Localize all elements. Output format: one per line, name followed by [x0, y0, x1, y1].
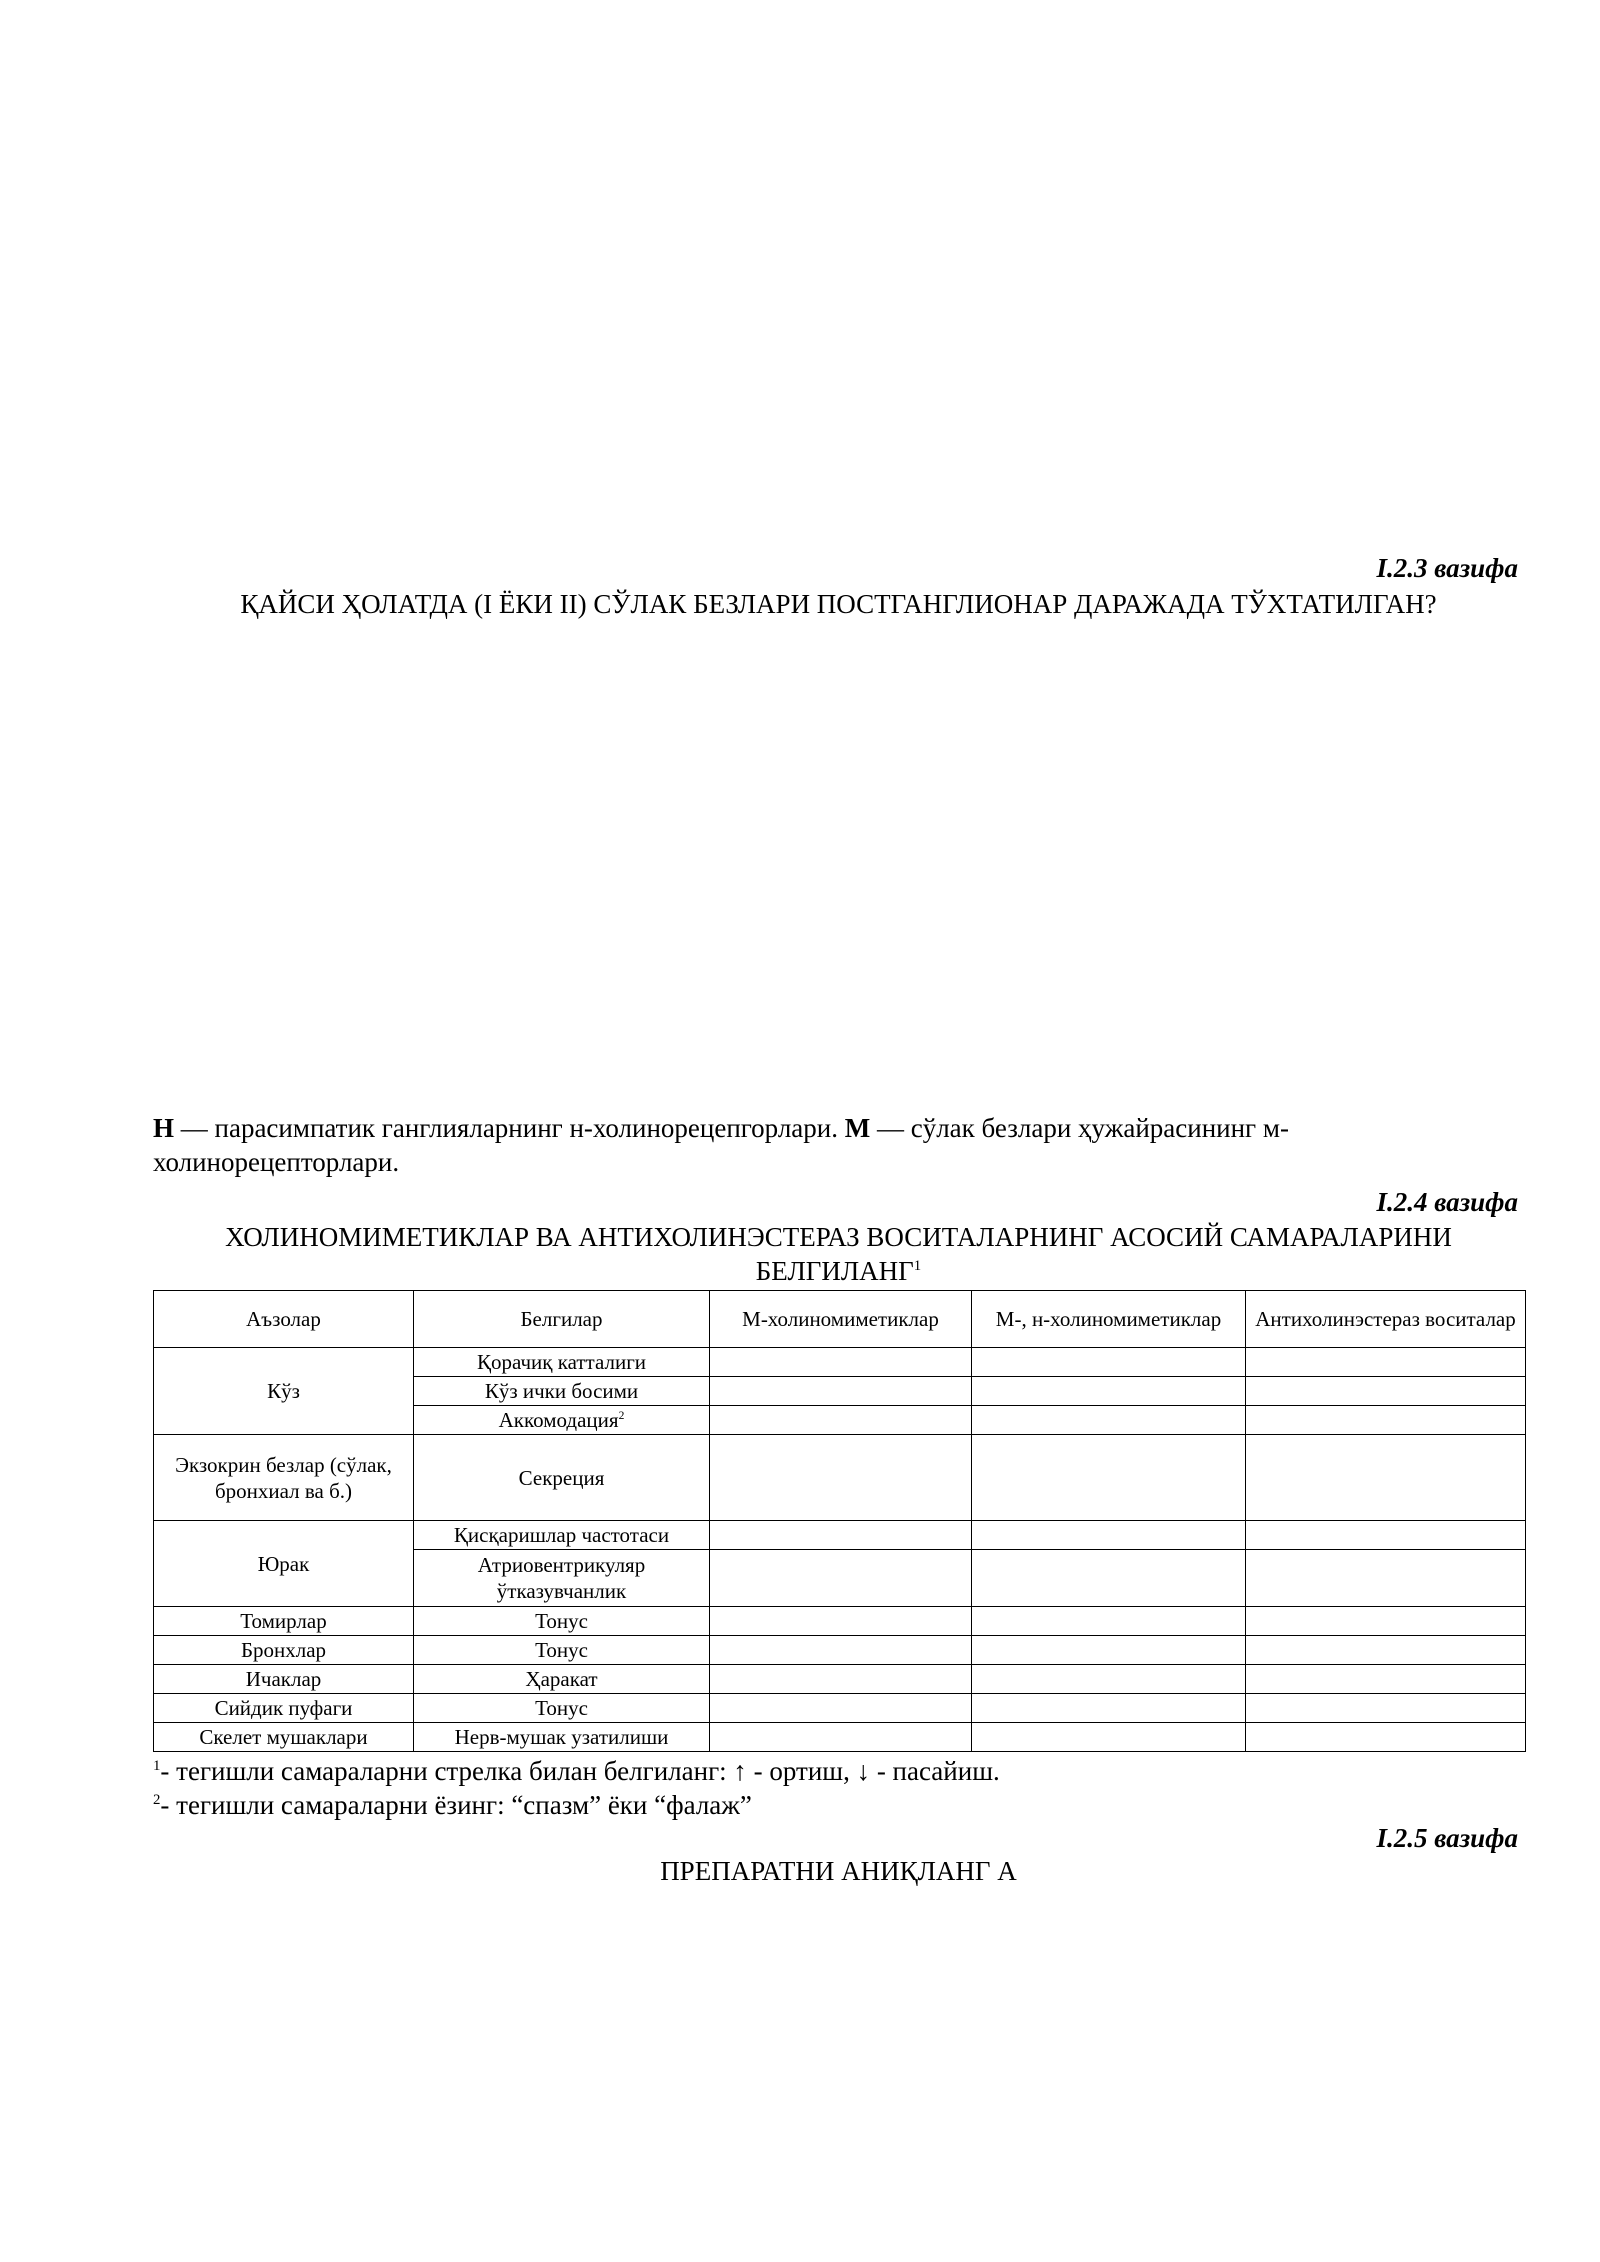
answer-cell[interactable]	[1246, 1377, 1526, 1406]
table-row	[154, 1723, 1526, 1752]
answer-paragraph	[153, 1111, 1524, 1179]
sign-cell: Секреция	[414, 1435, 710, 1521]
footnote-1-text: - тегишли самараларни стрелка билан белгиланг: ↑ - ортиш, ↓ - пасайиш.	[160, 1756, 1000, 1786]
task-1-2-5-title: ПРЕПАРАТНИ АНИҚЛАНГ А	[660, 1856, 1017, 1886]
answer-cell[interactable]	[1246, 1665, 1526, 1694]
table-row	[154, 1435, 1526, 1521]
task-label-1-2-3: I.2.3 вазифа	[1376, 553, 1518, 583]
footnote-2-mark: 2	[153, 1792, 161, 1808]
sign-cell: Қисқаришлар частотаси	[414, 1521, 710, 1550]
sign-cell: Ҳаракат	[414, 1665, 710, 1694]
header-row	[154, 1291, 1526, 1348]
answer-cell[interactable]	[972, 1377, 1246, 1406]
table-row	[154, 1636, 1526, 1665]
table-row	[154, 1694, 1526, 1723]
answer-cell[interactable]	[1246, 1550, 1526, 1607]
organ-cell: Кўз	[154, 1348, 414, 1435]
m-description: — сўлак безлари ҳужайрасининг м-холинорецепторлари.	[153, 1113, 1289, 1177]
organ-cell: Томирлар	[154, 1607, 414, 1636]
sign-cell: Тонус	[414, 1694, 710, 1723]
answer-cell[interactable]	[972, 1348, 1246, 1377]
table-row	[154, 1665, 1526, 1694]
task-label-1-2-5: I.2.5 вазифа	[1376, 1823, 1518, 1853]
answer-cell[interactable]	[972, 1521, 1246, 1550]
sign-cell: Нерв-мушак узатилиши	[414, 1723, 710, 1752]
answer-cell[interactable]	[972, 1607, 1246, 1636]
answer-cell[interactable]	[1246, 1636, 1526, 1665]
table-row	[154, 1521, 1526, 1550]
answer-cell[interactable]	[710, 1694, 972, 1723]
m-letter: М	[844, 1113, 871, 1143]
answer-cell[interactable]	[972, 1636, 1246, 1665]
footnote-2-text: - тегишли самараларни ёзинг: “спазм” ёки “фалаж”	[160, 1790, 752, 1820]
answer-cell[interactable]	[710, 1521, 972, 1550]
answer-cell[interactable]	[1246, 1607, 1526, 1636]
header-cell-mn-cholinomimetics: М-, н-холиномиметиклар	[972, 1291, 1246, 1348]
answer-cell[interactable]	[1246, 1723, 1526, 1752]
footnote-2	[153, 1788, 752, 1822]
organ-cell: Ичаклар	[154, 1665, 414, 1694]
answer-cell[interactable]	[710, 1723, 972, 1752]
effects-table	[153, 1290, 1526, 1752]
table-row	[154, 1607, 1526, 1636]
header-cell-m-cholinomimetics: М-холиномиметиклар	[710, 1291, 972, 1348]
sign-cell	[414, 1406, 710, 1435]
answer-cell[interactable]	[1246, 1406, 1526, 1435]
answer-cell[interactable]	[972, 1665, 1246, 1694]
answer-cell[interactable]	[710, 1550, 972, 1607]
sign-cell: Атриовентрикуляр ўтказувчанлик	[414, 1550, 710, 1607]
title-footnote-mark: 1	[913, 1258, 922, 1274]
answer-cell[interactable]	[1246, 1521, 1526, 1550]
task-label-1-2-4: I.2.4 вазифа	[1376, 1187, 1518, 1217]
organ-cell: Сийдик пуфаги	[154, 1694, 414, 1723]
header-cell-organs: Аъзолар	[154, 1291, 414, 1348]
organ-cell: Бронхлар	[154, 1636, 414, 1665]
sign-cell: Тонус	[414, 1607, 710, 1636]
answer-cell[interactable]	[972, 1406, 1246, 1435]
answer-cell[interactable]	[972, 1550, 1246, 1607]
sign-cell: Қорачиқ катталиги	[414, 1348, 710, 1377]
answer-cell[interactable]	[972, 1723, 1246, 1752]
footnote-mark: 2	[618, 1410, 625, 1422]
answer-cell[interactable]	[710, 1665, 972, 1694]
answer-cell[interactable]	[710, 1406, 972, 1435]
sign-cell: Кўз ички босими	[414, 1377, 710, 1406]
answer-cell[interactable]	[1246, 1435, 1526, 1521]
answer-cell[interactable]	[972, 1435, 1246, 1521]
answer-cell[interactable]	[972, 1694, 1246, 1723]
footnote-1	[153, 1754, 1000, 1788]
n-description: — парасимпатик ганглияларнинг н-холинорецепгорлари.	[174, 1113, 845, 1143]
footnote-1-mark: 1	[153, 1758, 161, 1774]
organ-cell: Экзокрин безлар (сўлак, бронхиал ва б.)	[154, 1435, 414, 1521]
task-1-2-4-title-text: ХОЛИНОМИМЕТИКЛАР ВА АНТИХОЛИНЭСТЕРАЗ ВОСИТАЛАРНИНГ АСОСИЙ САМАРАЛАРИНИ БЕЛГИЛАНГ	[225, 1222, 1452, 1286]
answer-cell[interactable]	[1246, 1694, 1526, 1723]
answer-cell[interactable]	[710, 1607, 972, 1636]
sign-cell-text: Аккомодация	[498, 1408, 619, 1432]
table-row	[154, 1348, 1526, 1377]
organ-cell: Юрак	[154, 1521, 414, 1607]
answer-cell[interactable]	[1246, 1348, 1526, 1377]
task-1-2-4-title	[153, 1220, 1524, 1288]
sign-cell: Тонус	[414, 1636, 710, 1665]
answer-cell[interactable]	[710, 1377, 972, 1406]
answer-cell[interactable]	[710, 1435, 972, 1521]
answer-cell[interactable]	[710, 1348, 972, 1377]
organ-cell: Скелет мушаклари	[154, 1723, 414, 1752]
task-1-2-3-question: ҚАЙСИ ҲОЛАТДА (I ЁКИ II) СЎЛАК БЕЗЛАРИ ПОСТГАНГЛИОНАР ДАРАЖАДА ТЎХТАТИЛГАН?	[240, 589, 1437, 619]
header-cell-anticholinesterase: Антихолинэстераз воситалар	[1246, 1291, 1526, 1348]
header-cell-signs: Белгилар	[414, 1291, 710, 1348]
answer-cell[interactable]	[710, 1636, 972, 1665]
n-letter: Н	[153, 1113, 175, 1143]
